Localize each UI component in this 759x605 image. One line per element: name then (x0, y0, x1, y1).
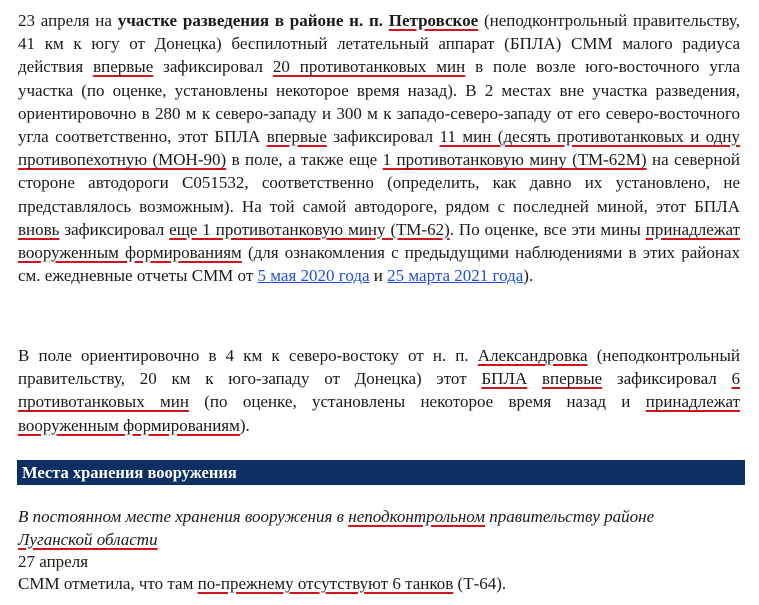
storage-site-description (18, 506, 748, 551)
text-segment: зафиксировал (64, 219, 165, 239)
text-segment: (для ознакомления с предыдущими наблюдениями в этих районах см. ежедневные отчеты СММ от (18, 243, 740, 286)
text-segment: в поле возле юго-восточного угла участка (по оценке, установлены некоторое время назад). В 2 местах вне участка разведения, ориентировочно в 280 м к северо-западу и 300 м к западо-северо-западу от его северо-восточного угла соответственно, этот БПЛА (18, 57, 741, 147)
place-name-aleksandrovka: Александровка (477, 346, 588, 365)
highlight-first-time: впервые (93, 57, 154, 77)
section-header-weapons-storage: Места хранения вооружения (17, 460, 745, 485)
text-segment: правительству районе (489, 507, 655, 526)
text-segment: 23 апреля на (18, 11, 112, 30)
report-link-2020[interactable]: 5 мая 2020 года (257, 266, 370, 286)
highlight-first-time: впервые (266, 127, 327, 147)
text-segment: зафиксировал (616, 369, 717, 389)
text-segment: на северной стороне автодороги C051532, соответственно (определить, как давно их установлено, не представлялось возможным). На той самой автодороге, рядом с последней миной, этот БПЛА (18, 150, 741, 216)
report-link-2021[interactable]: 25 марта 2021 года (387, 266, 524, 286)
highlight-tanks-missing: по-прежнему отсутствуют 6 танков (197, 574, 454, 593)
highlight-again: вновь (18, 219, 60, 239)
text-segment: (Т-64). (457, 574, 507, 593)
highlight-armed-formations: принадлежат вооруженным формированиям (18, 392, 741, 435)
place-name-petrovskoe: Петровское (388, 11, 479, 30)
highlight-uav: БПЛА (481, 369, 528, 389)
text-segment: СММ отметила, что там (18, 574, 194, 593)
highlight-mines-count: 11 мин (десять противотанковых и одну противопехотную (МОН-90) (18, 127, 740, 170)
highlight-mine-type: 1 противотанковую мину (ТМ-62М) (382, 150, 647, 170)
highlight-armed-formations: принадлежат вооруженным формированиям (18, 219, 741, 263)
text-segment: в поле, а также еще (231, 150, 378, 170)
text-segment: зафиксировал (163, 57, 263, 77)
text-segment: (по оценке, установлены некоторое время назад и (204, 392, 631, 412)
text-segment: и (373, 266, 383, 286)
text-segment: (неподконтрольный правительству, 20 км к юго-западу от Донецка) этот (18, 346, 741, 389)
text-segment: ). (523, 266, 534, 286)
highlight-mines-count: 20 противотанковых мин (272, 57, 466, 77)
text-segment: В постоянном месте хранения вооружения в (18, 507, 345, 526)
highlight-first-time: впервые (542, 369, 603, 389)
highlight-uncontrolled: неподконтрольном (348, 507, 485, 526)
text-segment: (неподконтрольный правительству, 41 км к югу от Донецка) беспилотный летательный аппарат (БПЛА) СММ малого радиуса действия (18, 11, 740, 77)
paragraph-aleksandrovka (18, 344, 740, 437)
observation-date: 27 апреля (18, 552, 89, 571)
text-segment: ). (239, 415, 250, 435)
highlight-region: Луганской области (18, 529, 158, 549)
highlight-mines-count: 6 противотанковых мин (18, 369, 741, 412)
text-segment: . По оценке, все эти мины (449, 219, 641, 239)
paragraph-petrovskoe (18, 9, 740, 287)
observation-text (18, 573, 506, 595)
highlight-mine-type: еще 1 противотанковую мину (ТМ-62) (169, 219, 450, 239)
text-segment: зафиксировал (333, 127, 434, 147)
text-segment-bold: участке разведения в районе н. п. (117, 11, 383, 30)
text-segment: В поле ориентировочно в 4 км к северо-востоку от н. п. (18, 346, 469, 365)
